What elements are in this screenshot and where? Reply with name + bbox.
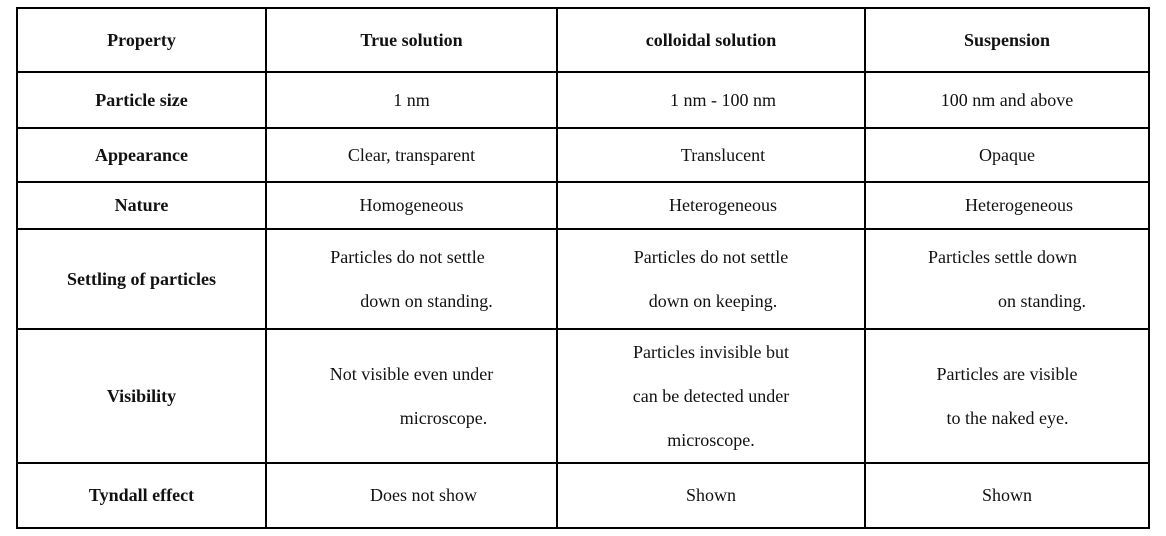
colloidal-solution-cell (557, 182, 865, 229)
cell-text: 1 nm - 100 nm (670, 89, 776, 110)
cell-text: Heterogeneous (965, 195, 1073, 215)
colloidal-solution-cell (557, 72, 865, 128)
property-cell: Particle size (17, 72, 266, 128)
cell-line: down on keeping. (648, 291, 778, 311)
table-row (17, 128, 1149, 182)
cell-line: down on standing. (360, 291, 493, 311)
cell-text: Heterogeneous (669, 195, 777, 215)
property-cell: Nature (17, 182, 266, 229)
suspension-cell (865, 182, 1149, 229)
colloidal-solution-cell (557, 329, 865, 463)
cell-line: Particles invisible but (633, 342, 789, 362)
cell-line: Particles do not settle (330, 247, 485, 267)
colloidal-solution-cell (557, 128, 865, 182)
header-row (17, 8, 1149, 72)
true-solution-cell: Homogeneous (266, 182, 557, 229)
cell-line: Particles are visible (936, 364, 1078, 384)
cell-line: can be detected under (632, 386, 790, 406)
cell-line: Not visible even under (329, 364, 494, 384)
table-row (17, 182, 1149, 229)
true-solution-cell: 1 nm (266, 72, 557, 128)
cell-line: microscope. (399, 408, 488, 428)
table-row (17, 463, 1149, 528)
comparison-table (16, 7, 1150, 529)
table-row (17, 229, 1149, 329)
cell-line: microscope. (667, 430, 755, 450)
true-solution-cell (266, 329, 557, 463)
cell-line: Particles do not settle (633, 247, 789, 267)
suspension-cell: Shown (865, 463, 1149, 528)
true-solution-cell: Clear, transparent (266, 128, 557, 182)
header-property: Property (17, 8, 266, 72)
property-cell: Settling of particles (17, 229, 266, 329)
colloidal-solution-cell: Shown (557, 463, 865, 528)
property-cell: Tyndall effect (17, 463, 266, 528)
true-solution-cell (266, 229, 557, 329)
true-solution-cell (266, 463, 557, 528)
cell-line: Particles settle down (928, 247, 1077, 267)
suspension-cell (865, 229, 1149, 329)
suspension-cell: Opaque (865, 128, 1149, 182)
header-suspension: Suspension (865, 8, 1149, 72)
header-colloidal-solution: colloidal solution (557, 8, 865, 72)
table-row (17, 72, 1149, 128)
suspension-cell (865, 329, 1149, 463)
cell-line: to the naked eye. (946, 408, 1069, 428)
cell-text: Does not show (370, 485, 477, 505)
colloidal-solution-cell (557, 229, 865, 329)
header-true-solution: True solution (266, 8, 557, 72)
property-cell: Appearance (17, 128, 266, 182)
cell-text: Translucent (680, 144, 766, 165)
cell-line: on standing. (998, 291, 1086, 311)
table-row (17, 329, 1149, 463)
suspension-cell: 100 nm and above (865, 72, 1149, 128)
property-cell: Visibility (17, 329, 266, 463)
